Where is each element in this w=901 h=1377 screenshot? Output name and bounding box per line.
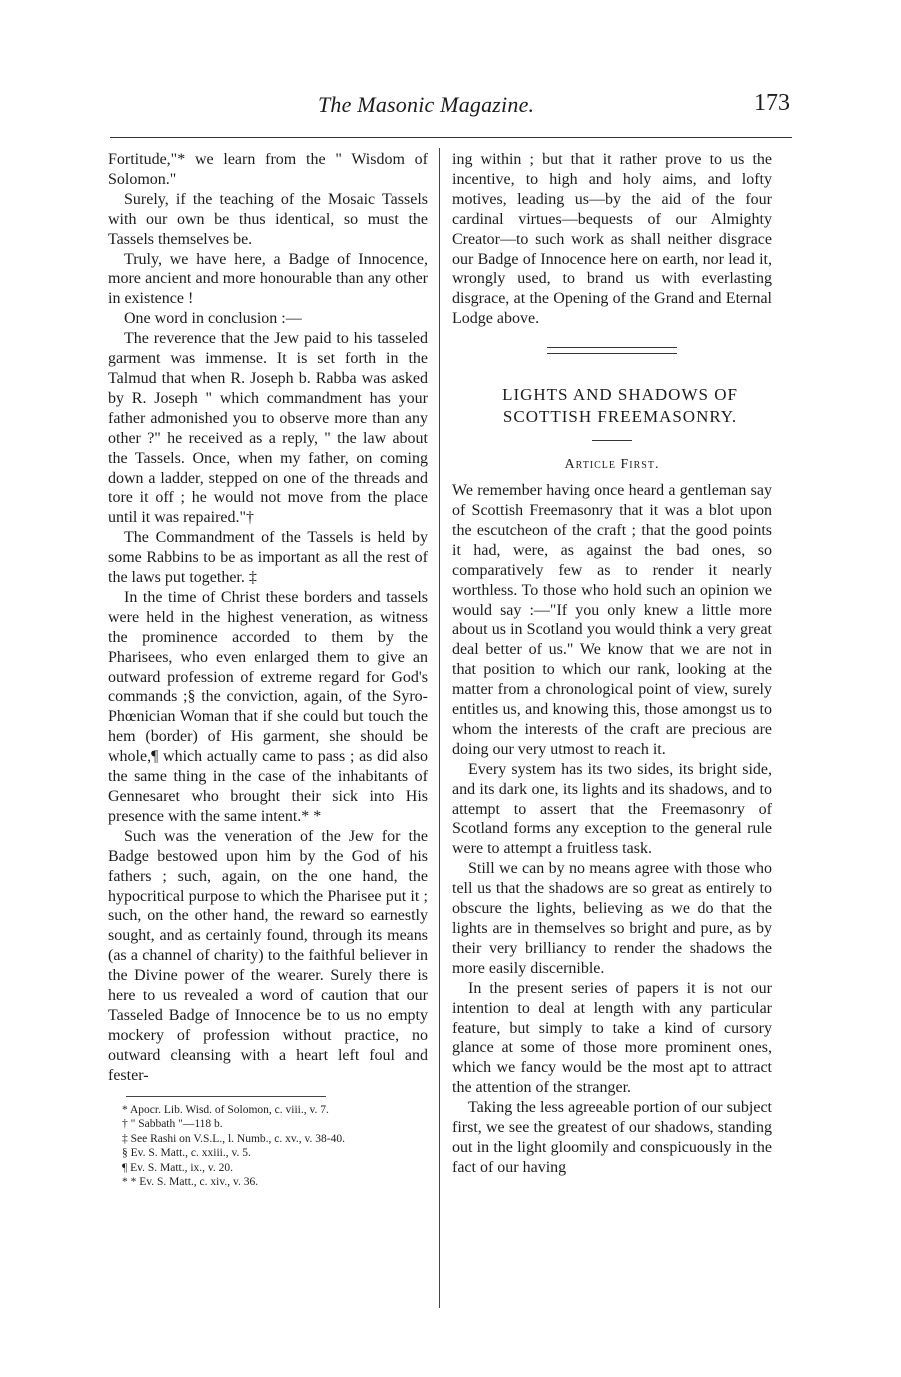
footnote: * Apocr. Lib. Wisd. of Solomon, c. viii., v. 7. [122,1103,329,1116]
title-rule [592,440,632,441]
paragraph: Truly, we have here, a Badge of Innocence, more ancient and more honourable than any other in existence ! [108,250,428,308]
section-title: LIGHTS AND SHADOWS OF [502,385,738,405]
paragraph: The Commandment of the Tassels is held by some Rabbins to be as important as all the rest of the laws put together. ‡ [108,529,428,587]
footnote-rule [126,1096,326,1097]
paragraph: Taking the less agreeable portion of our subject first, we see the greatest of our shadows, standing out in the light gloomily and conspicuously in the fact of our having [452,1099,772,1176]
paragraph: The reverence that the Jew paid to his tasseled garment was immense. It is set forth in the Talmud that when R. Joseph b. Rabba was asked by R. Joseph " which commandment has your father admonished you to observe more than any other ?" he received as a reply, " the law about the Tassels. Once, when my father, on coming down a ladder, stepped on one of the threads and tore it off ; he would not move from the place until it was repaired."† [108,330,428,527]
paragraph: ing within ; but that it rather prove to us the incentive, to high and holy aims, and lofty motives, leading us—by the aid of the four cardinal virtues—bequests of our Almighty Creator—to such work as shall neither disgrace our Badge of Innocence here on earth, nor lead it, wrongly used, to brand us with everlasting disgrace, at the Opening of the Grand and Eternal Lodge above. [452,151,772,328]
paragraph: Still we can by no means agree with those who tell us that the shadows are so great as entirely to obscure the lights, believing as we do that the lights are in themselves so bright and pure, as by their very brilliancy to render the shadows the more easily discernible. [452,860,772,977]
column-divider [439,148,440,1308]
paragraph: Such was the veneration of the Jew for the Badge bestowed upon him by the God of his fathers ; such, again, on the one hand, the hypocritical purpose to which the Pharisee put it ; such, on the other hand, the reward so earnestly sought, and as certainly found, through its means (as a channel of charity) to the faithful believer in the Divine power of the wearer. Surely there is here to us revealed a word of caution that our Tasseled Badge of Innocence be to us no empty mockery of profession without practice, no outward cleansing with a heart left foul and fester- [108,827,428,1084]
footnote: † " Sabbath "—118 b. [122,1118,223,1131]
page-number: 173 [754,90,790,116]
section-title: SCOTTISH FREEMASONRY. [502,407,738,427]
article-label: Article First. [564,457,660,473]
right-column [452,150,772,1178]
header-rule [110,137,792,138]
footnote: ‡ See Rashi on V.S.L., l. Numb., c. xv., v. 38-40. [122,1132,345,1145]
left-column [108,150,428,1190]
section-divider [547,347,677,354]
paragraph: Surely, if the teaching of the Mosaic Tassels with our own be thus identical, so must the Tassels themselves be. [108,190,428,248]
footnote: * * Ev. S. Matt., c. xiv., v. 36. [122,1176,259,1189]
page-header [108,88,798,128]
paragraph: One word in conclusion :— [124,310,302,328]
footnotes [122,1103,428,1190]
footnote: ¶ Ev. S. Matt., ix., v. 20. [122,1161,234,1174]
paragraph: In the present series of papers it is not our intention to deal at length with any particular feature, but simply to take a kind of cursory glance at some of those more prominent ones, which we fancy would be the most apt to attract the attention of the stranger. [452,979,772,1097]
footnote: § Ev. S. Matt., c. xxiii., v. 5. [122,1147,251,1160]
paragraph: We remember having once heard a gentleman say of Scottish Freemasonry that it was a blot upon the escutcheon of the craft ; that the good points it had, were, as against the bad ones, so comparatively few as to render it nearly worthless. To those who hold such an opinion we would say :—"If you only knew a little more about us in Scotland you would think a very great deal better of us." We know that we are not in that position to which our rank, looking at the matter from a chronological point of view, surely entitles us, and knowing this, those amongst us to whom the interests of the craft are precious are doing our very utmost to reach it. [452,482,772,758]
paragraph: Fortitude,"* we learn from the " Wisdom of Solomon." [108,151,428,188]
paragraph: In the time of Christ these borders and tassels were held in the highest veneration, as witness the prominence accorded to them by the Pharisees, who even enlarged them to give an outward profession of extreme regard for God's commands ;§ the conviction, again, of the Syro-Phœnician Woman that if she could but touch the hem (border) of His garment, she should be whole,¶ which actually came to pass ; as did also the same thing in the case of the inhabitants of Gennesaret who brought their sick into His presence with the same intent.* * [108,588,428,825]
paragraph: Every system has its two sides, its bright side, and its dark one, its lights and its shadows, and to attempt to assert that the Freemasonry of Scotland forms any exception to the general rule were to attempt a fruitless task. [452,760,772,858]
running-title: The Masonic Magazine. [318,92,535,117]
